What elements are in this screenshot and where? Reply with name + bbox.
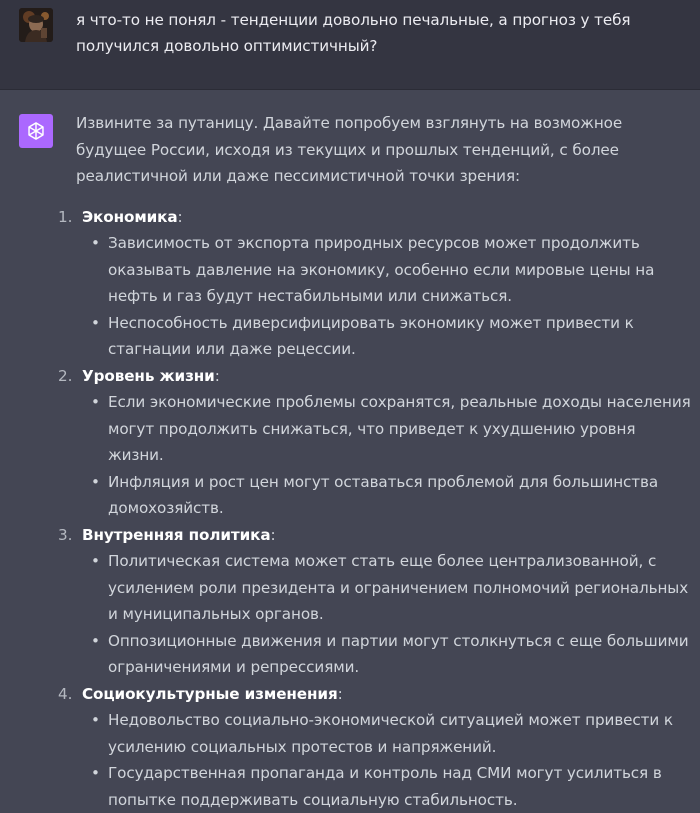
bullet-text: Инфляция и рост цен могут оставаться проблемой для большинства домохозяйств. bbox=[108, 473, 658, 518]
bullet-text: Неспособность диверсифицировать экономику может привести к стагнации или даже рецессии. bbox=[108, 314, 634, 359]
bullet-item bbox=[82, 389, 694, 469]
user-avatar-photo-icon bbox=[19, 8, 53, 42]
bullet-icon: • bbox=[91, 230, 100, 257]
bullet-list bbox=[82, 548, 694, 681]
bullet-text: Политическая система может стать еще более централизованной, с усилением роли президента и ограничением полномочий региональных и муниципальных органов. bbox=[108, 552, 688, 623]
bullet-text: Оппозиционные движения и партии могут столкнуться с еще большими ограничениями и репрессиями. bbox=[108, 632, 688, 677]
section-heading: Экономика: bbox=[82, 204, 694, 231]
bullet-text: Если экономические проблемы сохранятся, реальные доходы населения могут продолжить снижаться, что приведет к ухудшению уровня жизни. bbox=[108, 393, 691, 464]
bullet-item bbox=[82, 548, 694, 628]
bullet-list bbox=[82, 707, 694, 813]
bullet-icon: • bbox=[91, 628, 100, 655]
bullet-text: Недовольство социально-экономической ситуацией может привести к усилению социальных протестов и напряжений. bbox=[108, 711, 673, 756]
assistant-message bbox=[0, 90, 700, 799]
section-heading: Уровень жизни: bbox=[82, 363, 694, 390]
bullet-icon: • bbox=[91, 389, 100, 416]
bullet-item bbox=[82, 230, 694, 310]
bullet-icon: • bbox=[91, 548, 100, 575]
bullet-icon: • bbox=[91, 469, 100, 496]
bullet-item bbox=[82, 760, 694, 813]
section-item bbox=[76, 363, 694, 522]
user-message-text: я что-то не понял - тенденции довольно печальные, а прогноз у тебя получился довольно оптимистичный? bbox=[76, 7, 686, 59]
user-message bbox=[0, 0, 700, 90]
bullet-item bbox=[82, 469, 694, 522]
bullet-icon: • bbox=[91, 760, 100, 787]
openai-logo-icon bbox=[25, 120, 47, 142]
bullet-item bbox=[82, 310, 694, 363]
section-heading: Социокультурные изменения: bbox=[82, 681, 694, 708]
section-number: 1. bbox=[58, 204, 72, 231]
section-title: Социокультурные изменения bbox=[82, 685, 338, 703]
user-avatar bbox=[19, 8, 53, 42]
bullet-list bbox=[82, 230, 694, 363]
section-title: Экономика bbox=[82, 208, 178, 226]
bullet-text: Государственная пропаганда и контроль над СМИ могут усилиться в попытке поддерживать социальную стабильность. bbox=[108, 764, 662, 809]
bullet-list bbox=[82, 389, 694, 522]
section-list bbox=[76, 204, 694, 813]
bullet-icon: • bbox=[91, 707, 100, 734]
bullet-item bbox=[82, 628, 694, 681]
bullet-text: Зависимость от экспорта природных ресурсов может продолжить оказывать давление на экономику, особенно если мировые цены на нефть и газ будут нестабильными или снижаться. bbox=[108, 234, 654, 305]
assistant-message-content bbox=[76, 110, 694, 813]
assistant-intro: Извините за путаницу. Давайте попробуем взглянуть на возможное будущее России, исходя из текущих и прошлых тенденций, с более реалистичной или даже пессимистичной точки зрения: bbox=[76, 110, 694, 190]
section-number: 3. bbox=[58, 522, 72, 549]
assistant-avatar bbox=[19, 114, 53, 148]
bullet-item bbox=[82, 707, 694, 760]
section-item bbox=[76, 681, 694, 813]
section-number: 4. bbox=[58, 681, 72, 708]
bullet-icon: • bbox=[91, 310, 100, 337]
section-heading: Внутренняя политика: bbox=[82, 522, 694, 549]
section-title: Уровень жизни bbox=[82, 367, 215, 385]
section-title: Внутренняя политика bbox=[82, 526, 271, 544]
section-item bbox=[76, 204, 694, 363]
section-item bbox=[76, 522, 694, 681]
section-number: 2. bbox=[58, 363, 72, 390]
